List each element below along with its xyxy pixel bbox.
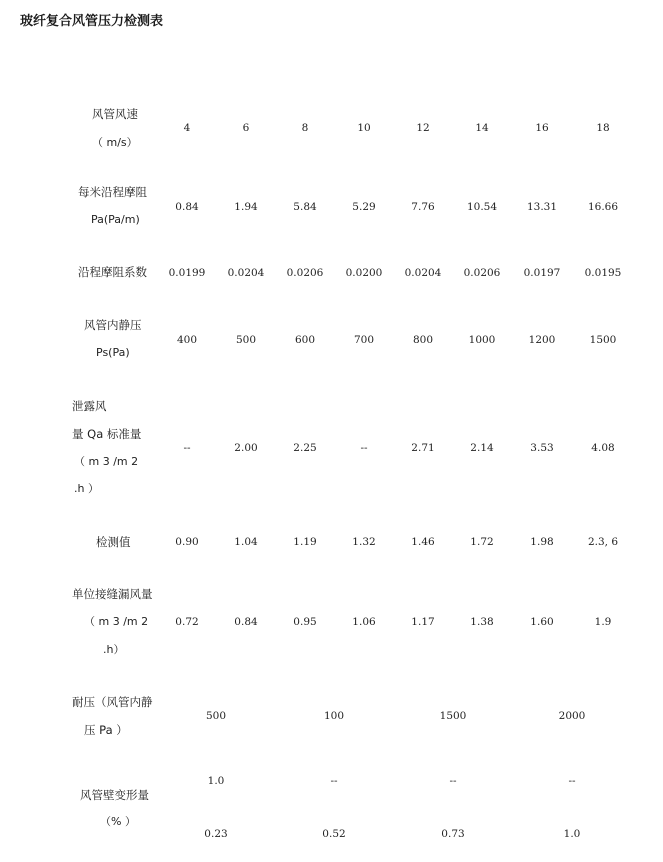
cell-speed-8: 18 [596,122,610,134]
cell-joint-leak-5: 1.17 [411,616,435,628]
row-unit-deformation: （% ） [100,815,136,828]
cell-static-1: 400 [176,334,198,346]
cell-friction-4: 5.29 [352,201,376,213]
row-unit-leak-standard-2: .h ） [74,482,99,495]
cell-speed-6: 14 [475,122,489,134]
cell-leak-standard-3: 2.25 [293,442,317,454]
page-title: 玻纤复合风管压力检测表 [20,14,164,29]
cell-measured-4: 1.32 [352,536,376,548]
cell-joint-leak-6: 1.38 [470,616,494,628]
cell-leak-standard-6: 2.14 [470,442,494,454]
row-unit-speed: （ m/s） [92,136,138,149]
cell-static-5: 800 [412,334,434,346]
row-label-resistance: 耐压（风管内静 [72,695,153,709]
row-label-speed: 风管风速 [92,107,138,121]
cell-speed-3: 8 [301,122,309,134]
cell-deformation-top-3: -- [449,775,457,787]
cell-speed-4: 10 [357,122,371,134]
cell-speed-1: 4 [183,122,191,134]
cell-measured-2: 1.04 [234,536,258,548]
row-label-coefficient: 沿程摩阻系数 [78,265,147,279]
row-unit-joint-leak-2: .h） [103,643,125,656]
cell-static-4: 700 [353,334,375,346]
cell-resistance-1: 500 [205,710,227,722]
cell-coefficient-3: 0.0206 [286,267,324,279]
cell-friction-2: 1.94 [234,201,258,213]
cell-joint-leak-1: 0.72 [175,616,199,628]
row-label-deformation: 风管壁变形量 [80,788,149,802]
row-unit-joint-leak: （ m 3 /m 2 [84,615,149,628]
cell-coefficient-8: 0.0195 [584,267,622,279]
cell-leak-standard-8: 4.08 [591,442,615,454]
row-label-static-pressure: 风管内静压 [84,318,142,332]
cell-measured-6: 1.72 [470,536,494,548]
cell-friction-5: 7.76 [411,201,435,213]
cell-joint-leak-2: 0.84 [234,616,258,628]
cell-coefficient-5: 0.0204 [404,267,442,279]
row-label-friction: 每米沿程摩阻 [78,185,147,199]
cell-friction-6: 10.54 [466,201,498,213]
cell-deformation-top-4: -- [568,775,576,787]
cell-deformation-bottom-4: 1.0 [563,828,581,840]
row-label-measured: 检测值 [96,535,131,549]
cell-leak-standard-4: -- [360,442,368,454]
cell-leak-standard-7: 3.53 [530,442,554,454]
cell-speed-2: 6 [242,122,250,134]
cell-static-8: 1500 [589,334,617,346]
cell-coefficient-4: 0.0200 [345,267,383,279]
cell-joint-leak-7: 1.60 [530,616,554,628]
cell-deformation-bottom-3: 0.73 [441,828,465,840]
row-unit-friction: Pa(Pa/m) [91,213,140,226]
row-label-leak-standard: 泄露风 [72,399,107,413]
cell-coefficient-7: 0.0197 [523,267,561,279]
cell-joint-leak-4: 1.06 [352,616,376,628]
cell-measured-3: 1.19 [293,536,317,548]
cell-joint-leak-3: 0.95 [293,616,317,628]
cell-speed-5: 12 [416,122,430,134]
cell-measured-5: 1.46 [411,536,435,548]
cell-coefficient-1: 0.0199 [168,267,206,279]
cell-resistance-4: 2000 [558,710,586,722]
cell-friction-8: 16.66 [587,201,619,213]
row-unit-static-pressure: Ps(Pa) [96,346,130,359]
cell-speed-7: 16 [535,122,549,134]
row-label-joint-leak: 单位接缝漏风量 [72,587,153,601]
cell-static-3: 600 [294,334,316,346]
cell-static-2: 500 [235,334,257,346]
row-unit-leak-standard: （ m 3 /m 2 [74,455,139,468]
cell-measured-7: 1.98 [530,536,554,548]
cell-resistance-2: 100 [323,710,345,722]
cell-measured-1: 0.90 [175,536,199,548]
cell-measured-8: 2.3, 6 [587,536,619,548]
cell-resistance-3: 1500 [439,710,467,722]
cell-friction-3: 5.84 [293,201,317,213]
cell-coefficient-2: 0.0204 [227,267,265,279]
row-label-leak-standard-2: 量 Qa 标准量 [72,427,142,441]
cell-static-7: 1200 [528,334,556,346]
cell-leak-standard-5: 2.71 [411,442,435,454]
cell-deformation-bottom-2: 0.52 [322,828,346,840]
cell-deformation-top-1: 1.0 [207,775,225,787]
cell-coefficient-6: 0.0206 [463,267,501,279]
cell-deformation-top-2: -- [330,775,338,787]
cell-joint-leak-8: 1.9 [594,616,612,628]
cell-deformation-bottom-1: 0.23 [204,828,228,840]
cell-friction-1: 0.84 [175,201,199,213]
row-unit-resistance: 压 Pa ） [84,723,128,737]
cell-leak-standard-1: -- [183,442,191,454]
cell-friction-7: 13.31 [526,201,558,213]
cell-leak-standard-2: 2.00 [234,442,258,454]
cell-static-6: 1000 [468,334,496,346]
